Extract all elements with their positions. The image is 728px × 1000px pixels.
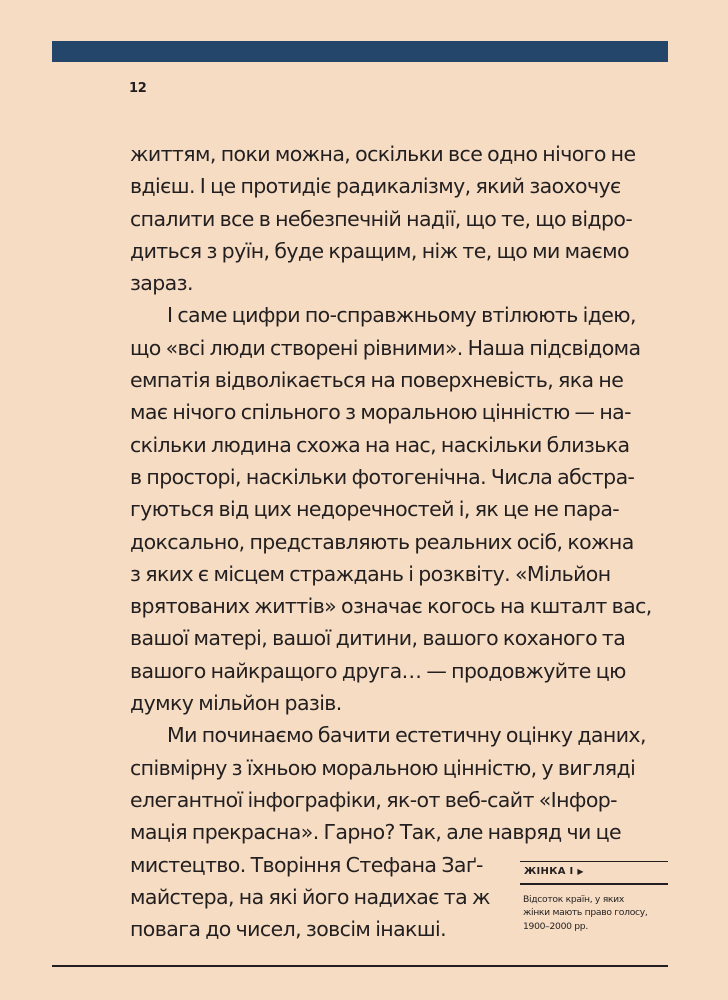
header-color-bar xyxy=(52,41,668,62)
text-line: скільки людина схожа на нас, наскільки близька xyxy=(130,432,630,457)
footer-rule xyxy=(52,965,668,967)
sidebar-top-rule xyxy=(520,861,668,862)
text-line: в просторі, наскільки фотогенічна. Числа абстра- xyxy=(130,464,635,489)
text-line: що «всі люди створені рівними». Наша підсвідома xyxy=(130,335,641,360)
text-line: гуються від цих недоречностей і, як це не пара- xyxy=(130,497,620,522)
body-text xyxy=(130,138,670,945)
paragraph-start-line: І саме цифри по-справжньому втілюють ідею, xyxy=(167,303,636,328)
text-line: майстера, на які його надихає та ж xyxy=(130,884,490,909)
text-line: зараз. xyxy=(130,271,193,296)
sidebar-title xyxy=(524,866,584,877)
text-line: думку мільйон разів. xyxy=(130,691,342,716)
paragraph-start-line: Ми починаємо бачити естетичну оцінку даних, xyxy=(167,723,646,748)
play-arrow-icon: ▶ xyxy=(577,867,584,876)
text-line: врятованих життів» означає когось на кшталт вас, xyxy=(130,594,652,619)
sidebar-title-text: ЖІНКА І xyxy=(524,866,574,877)
text-line: вдієш. І це протидіє радикалізму, який заохочує xyxy=(130,174,621,199)
page-number: 12 xyxy=(129,81,147,96)
text-line: вашої матері, вашої дитини, вашого коханого та xyxy=(130,626,626,651)
text-line: елегантної інфографіки, як-от веб-сайт «Інфор- xyxy=(130,787,617,812)
text-line: спалити все в небезпечній надії, що те, що відро- xyxy=(130,206,633,231)
caption-line: жінки мають право голосу, xyxy=(523,907,648,919)
sidebar-caption xyxy=(523,893,673,933)
text-line: емпатія відволікається на поверхневість, яка не xyxy=(130,368,624,393)
text-line: диться з руїн, буде кращим, ніж те, що ми маємо xyxy=(130,238,629,263)
caption-line: 1900–2000 рр. xyxy=(523,920,588,932)
text-line: мація прекрасна». Гарно? Так, але навряд чи це xyxy=(130,820,622,845)
text-line: життям, поки можна, оскільки все одно нічого не xyxy=(130,142,636,166)
sidebar-title-rule xyxy=(520,883,668,885)
text-line: мистецтво. Творіння Стефана Заґ- xyxy=(130,852,483,877)
text-line: повага до чисел, зовсім інакші. xyxy=(130,917,447,942)
text-line: співмірну з їхньою моральною цінністю, у вигляді xyxy=(130,755,636,780)
text-line: має нічого спільного з моральною цінністю — на- xyxy=(130,400,631,425)
text-line: доксально, представляють реальних осіб, кожна xyxy=(130,529,634,554)
caption-line: Відсоток країн, у яких xyxy=(523,894,624,905)
text-line: вашого найкращого друга… — продовжуйте цю xyxy=(130,658,626,683)
text-line: з яких є місцем страждань і розквіту. «Мільйон xyxy=(130,561,611,586)
